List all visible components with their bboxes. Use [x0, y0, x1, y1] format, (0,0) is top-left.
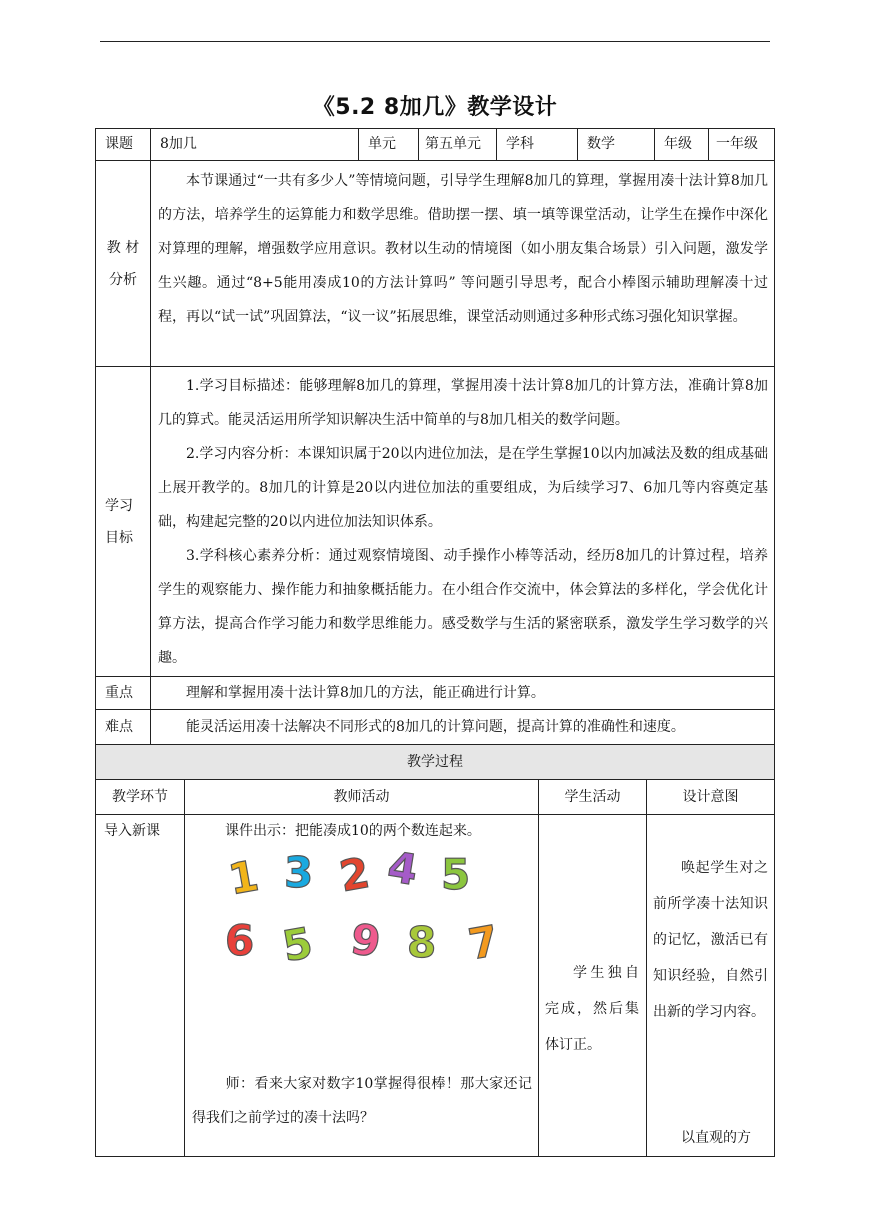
objective-item: 2.学习内容分析：本课知识属于20以内进位加法，是在学生掌握10以内加减法及数的组成基础上展开教学的。8加几的计算是20以内进位加法的重要组成，为后续学习7、6加几等内容奠定基础，构建起完整的20以内进位加法知识体系。 — [158, 446, 768, 530]
unit-value: 第五单元 — [425, 136, 481, 152]
analysis-text: 本节课通过“一共有多少人”等情境问题，引导学生理解8加几的算理，掌握用凑十法计算8加几的方法，培养学生的运算能力和数学思维。借助摆一摆、填一填等课堂活动，让学生在操作中深化对算理的理解，增强数学应用意识。教材以生动的情境图（如小朋友集合场景）引入问题，激发学生兴趣。通过“8+5能用凑成10的方法计算吗” 等问题引导思考，配合小棒图示辅助理解凑十过程，再以“试一试”巩固算法，“议一议”拓展思维，课堂活动则通过多种形式练习强化知识掌握。 — [158, 173, 768, 325]
header-student: 学生活动 — [564, 788, 621, 805]
header-stage: 教学环节 — [112, 788, 168, 805]
design-intent: 唤起学生对之前所学凑十法知识的记忆，激活已有知识经验，自然引出新的学习内容。 — [653, 860, 768, 1020]
number-card-1: 1 — [224, 850, 263, 905]
header-intent: 设计意图 — [682, 788, 739, 805]
key-point-text: 理解和掌握用凑十法计算8加几的方法，能正确进行计算。 — [186, 684, 545, 701]
number-card-6: 6 — [225, 916, 255, 965]
teacher-intro: 课件出示：把能凑成10的两个数连起来。 — [225, 823, 481, 839]
grade-label: 年级 — [664, 136, 692, 152]
number-card-2: 2 — [335, 847, 374, 902]
objectives-label: 学习 目标 — [105, 497, 133, 546]
student-activity: 学生独自完成，然后集体订正。 — [545, 965, 639, 1053]
document-title: 《5.2 8加几》教学设计 — [312, 95, 558, 120]
number-card-8: 8 — [407, 918, 437, 967]
subject-value: 数学 — [587, 136, 615, 152]
objective-item: 3.学科核心素养分析：通过观察情境图、动手操作小棒等活动，经历8加几的计算过程，培养学生的观察能力、操作能力和抽象概括能力。在小组合作交流中，体会算法的多样化，学会优化计算方法，提高合作学习能力和数学思维能力。感受数学与生活的紧密联系，激发学生学习数学的兴趣。 — [158, 548, 768, 666]
number-card-3: 3 — [284, 848, 314, 897]
number-card-5: 5 — [278, 917, 317, 972]
header-rule — [100, 41, 770, 42]
key-point-label: 重点 — [105, 684, 133, 701]
number-card-9: 9 — [347, 914, 384, 967]
subject-label: 学科 — [506, 136, 534, 152]
teacher-talk: 师：看来大家对数字10掌握得很棒！那大家还记得我们之前学过的凑十法吗？ — [192, 1076, 532, 1126]
number-card-5: 5 — [441, 850, 471, 899]
analysis-label: 教 材 分析 — [106, 239, 140, 288]
stage-import: 导入新课 — [104, 823, 160, 839]
header-teacher: 教师活动 — [333, 788, 390, 805]
design-intent-continued: 以直观的方 — [681, 1130, 751, 1146]
difficulty-text: 能灵活运用凑十法解决不同形式的8加几的计算问题，提高计算的准确性和速度。 — [186, 718, 685, 735]
objectives-text — [158, 369, 768, 675]
objective-item: 1.学习目标描述：能够理解8加几的算理，掌握用凑十法计算8加几的计算方法，准确计算8加几的算式。能灵活运用所学知识解决生活中简单的与8加几相关的数学问题。 — [158, 378, 768, 428]
number-card-4: 4 — [384, 842, 421, 895]
process-title: 教学过程 — [407, 753, 463, 770]
difficulty-label: 难点 — [105, 718, 133, 735]
number-card-7: 7 — [464, 915, 503, 970]
grade-value: 一年级 — [716, 136, 758, 152]
course-label: 课题 — [105, 136, 133, 152]
unit-label: 单元 — [368, 136, 396, 152]
course-value: 8加几 — [160, 136, 197, 152]
